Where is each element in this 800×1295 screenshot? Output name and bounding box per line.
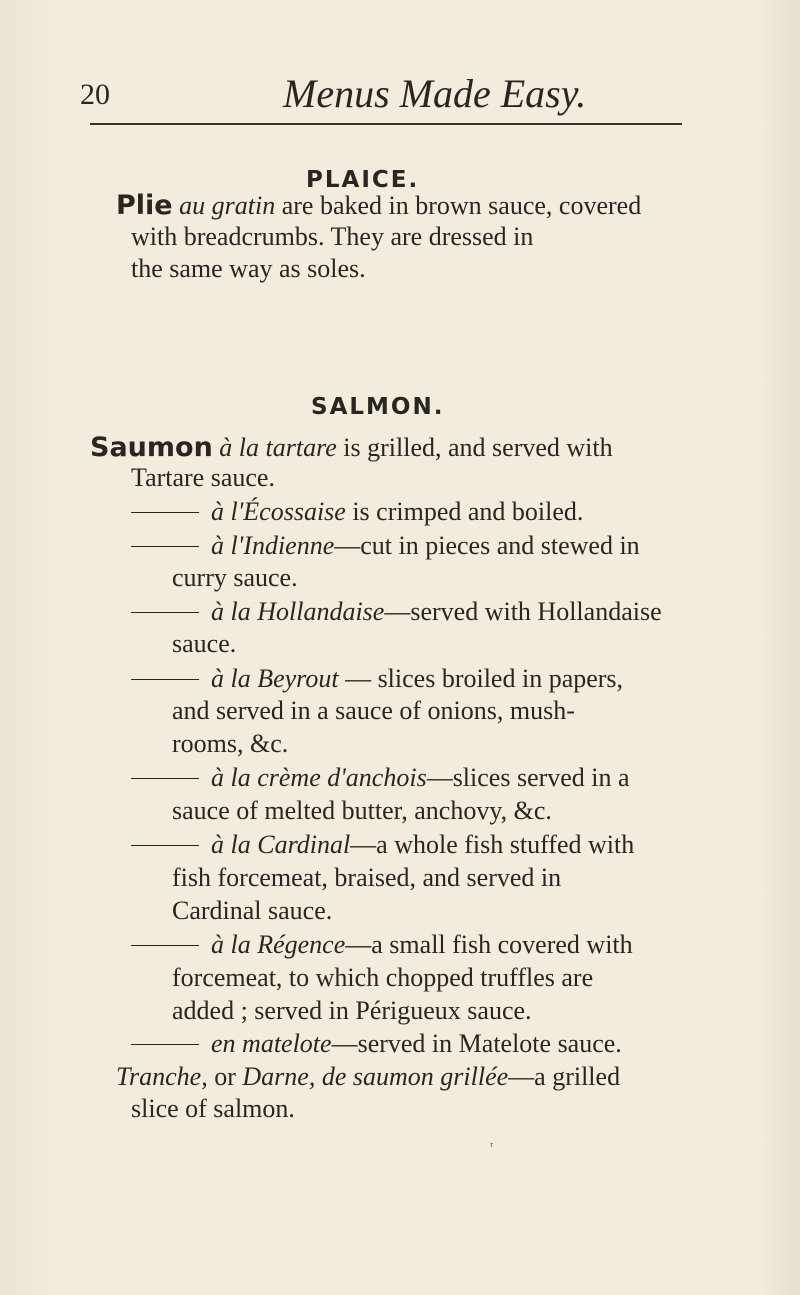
- salmon-line-5: curry sauce.: [172, 563, 298, 592]
- ink-speck: ʳ: [490, 1140, 494, 1155]
- ditto-dash: [131, 945, 199, 946]
- section-heading-salmon: SALMON.: [311, 394, 445, 420]
- salmon-tartare-italic: à la tartare: [219, 433, 337, 462]
- salmon-anchois-italic: à la crème d'anchois: [211, 763, 427, 792]
- salmon-line-11: [131, 763, 630, 793]
- salmon-line-6: [131, 597, 662, 627]
- salmon-darne-italic: Darne, de saumon grillée: [242, 1062, 509, 1091]
- plaice-line-1: [116, 191, 641, 221]
- salmon-line-3-text: is crimped and boiled.: [345, 497, 584, 526]
- salmon-beyrout-italic: à la Beyrout: [211, 664, 339, 693]
- salmon-line-13-text: —a whole fish stuffed with: [350, 830, 635, 859]
- salmon-ecossaise-italic: à l'Écossaise: [211, 497, 346, 526]
- salmon-line-9: and served in a sauce of onions, mush-: [172, 696, 575, 725]
- salmon-hollandaise-italic: à la Hollandaise: [211, 597, 385, 626]
- plaice-lead-word: Plie: [116, 190, 173, 221]
- salmon-line-21: slice of salmon.: [131, 1094, 295, 1123]
- plaice-line-3: the same way as soles.: [131, 254, 366, 283]
- plaice-italic: au gratin: [179, 191, 276, 220]
- ditto-dash: [131, 845, 199, 846]
- page-number: 20: [80, 78, 110, 111]
- salmon-line-16-text: —a small fish covered with: [345, 930, 633, 959]
- ditto-dash: [131, 546, 199, 547]
- salmon-line-1-text: is grilled, and served with: [336, 433, 613, 462]
- salmon-line-1: [90, 433, 613, 463]
- salmon-line-20: [116, 1062, 620, 1092]
- salmon-line-10: rooms, &c.: [172, 729, 289, 758]
- section-heading-plaice: PLAICE.: [306, 167, 420, 193]
- salmon-line-12: sauce of melted butter, anchovy, &c.: [172, 796, 552, 825]
- salmon-tranche-italic: Tranche,: [116, 1062, 208, 1091]
- ditto-dash: [131, 1044, 199, 1045]
- salmon-line-17: forcemeat, to which chopped truffles are: [172, 963, 594, 992]
- salmon-line-3: [131, 497, 583, 527]
- salmon-indienne-italic: à l'Indienne: [211, 531, 335, 560]
- salmon-line-13: [131, 830, 634, 860]
- salmon-line-7: sauce.: [172, 629, 237, 658]
- salmon-line-14: fish forcemeat, braised, and served in: [172, 863, 562, 892]
- salmon-lead-word: Saumon: [90, 432, 213, 463]
- salmon-cardinal-italic: à la Cardinal: [211, 830, 351, 859]
- salmon-line-4-text: —cut in pieces and stewed in: [334, 531, 640, 560]
- salmon-line-6-text: —served with Hollandaise: [384, 597, 662, 626]
- salmon-line-20-text: —a grilled: [508, 1062, 621, 1091]
- ditto-dash: [131, 679, 199, 680]
- running-title: Menus Made Easy.: [283, 71, 587, 116]
- salmon-line-4: [131, 531, 640, 561]
- salmon-line-16: [131, 930, 633, 960]
- salmon-line-19-text: —served in Matelote sauce.: [331, 1029, 622, 1058]
- salmon-line-8: [131, 664, 623, 694]
- salmon-line-2: Tartare sauce.: [131, 463, 275, 492]
- salmon-regence-italic: à la Régence: [211, 930, 346, 959]
- ditto-dash: [131, 512, 199, 513]
- salmon-matelote-italic: en matelote: [211, 1029, 332, 1058]
- salmon-line-11-text: —slices served in a: [426, 763, 630, 792]
- plaice-line-1-text: are baked in brown sauce, covered: [275, 191, 642, 220]
- salmon-line-19: [131, 1029, 622, 1059]
- salmon-line-18: added ; served in Périgueux sauce.: [172, 996, 532, 1025]
- ditto-dash: [131, 778, 199, 779]
- salmon-line-20-or: or: [207, 1062, 243, 1091]
- salmon-line-15: Cardinal sauce.: [172, 896, 333, 925]
- salmon-line-8-text: — slices broiled in papers,: [338, 664, 624, 693]
- plaice-line-2: with breadcrumbs. They are dressed in: [131, 222, 534, 251]
- header-rule: [90, 123, 682, 125]
- ditto-dash: [131, 612, 199, 613]
